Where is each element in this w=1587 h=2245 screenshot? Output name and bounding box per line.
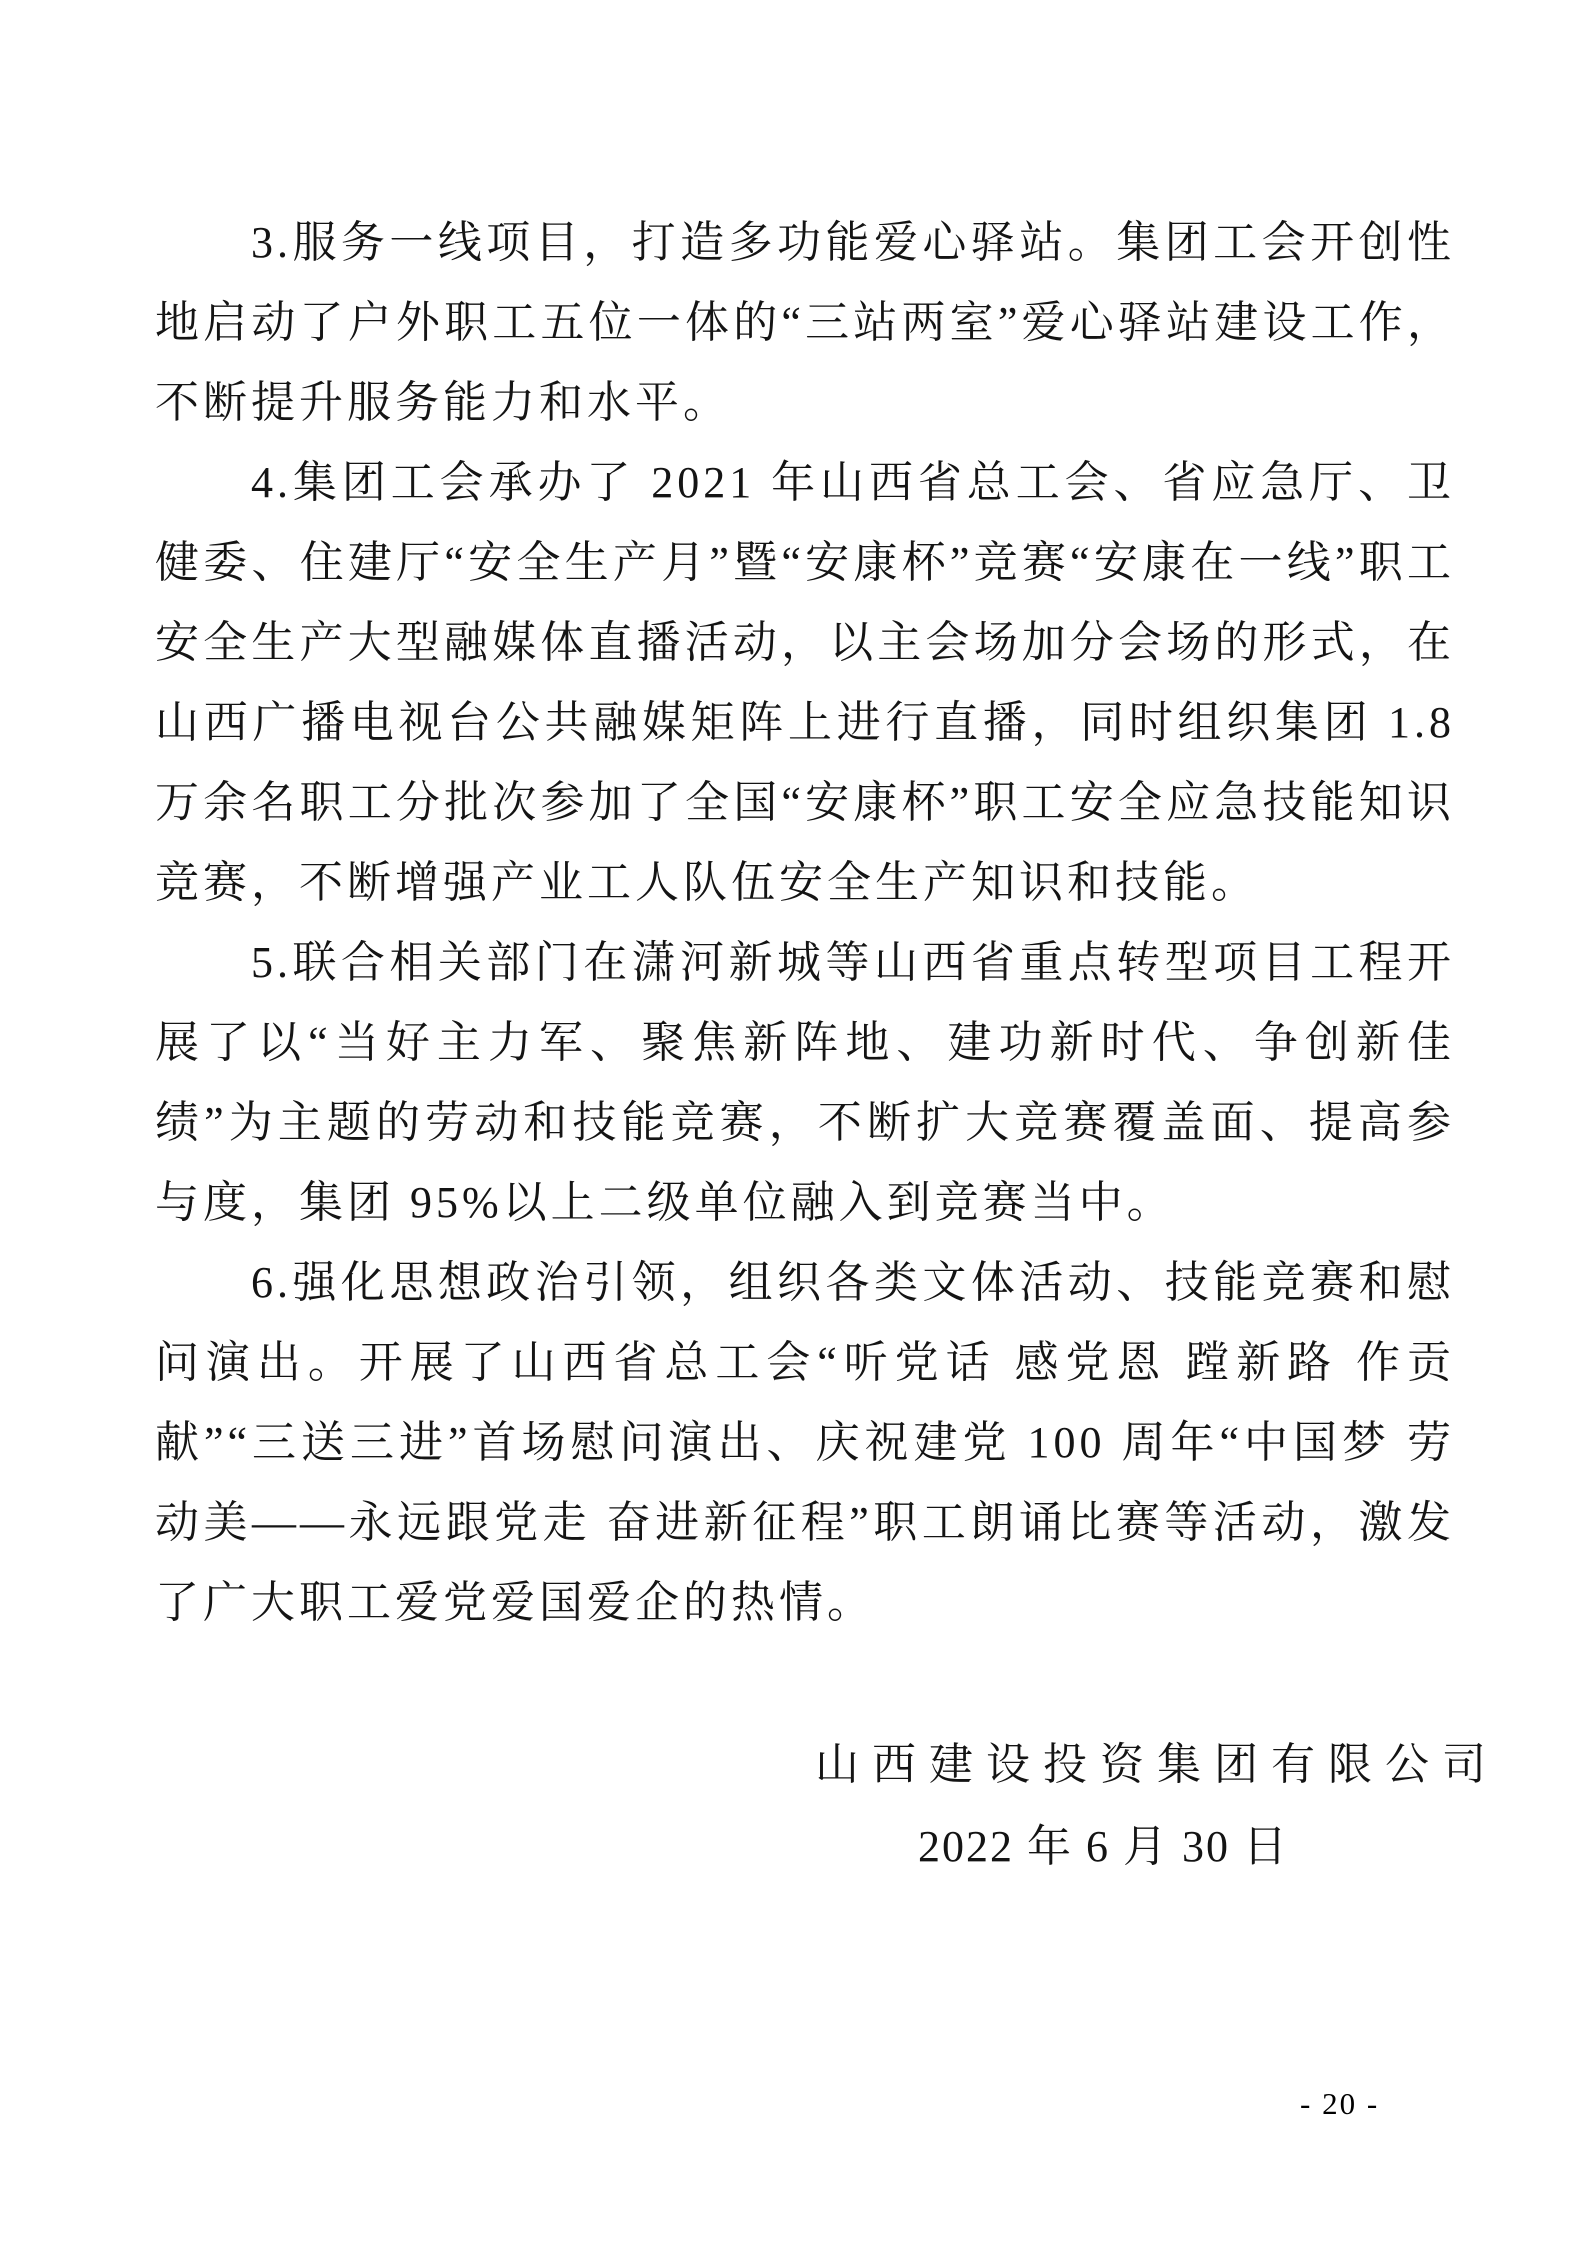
paragraph-item-3: 3.服务一线项目，打造多功能爱心驿站。集团工会开创性地启动了户外职工五位一体的“三站两室”爱心驿站建设工作，不断提升服务能力和水平。	[155, 218, 1455, 427]
signature-company: 山西建设投资集团有限公司	[815, 1740, 1499, 1789]
paragraph-item-5: 5.联合相关部门在潇河新城等山西省重点转型项目工程开展了以“当好主力军、聚焦新阵地、建功新时代、争创新佳绩”为主题的劳动和技能竞赛，不断扩大竞赛覆盖面、提高参与度，集团 95%以上二级单位融入到竞赛当中。	[155, 938, 1455, 1227]
signature-date: 2022 年 6 月 30 日	[918, 1822, 1289, 1871]
paragraph-item-4: 4.集团工会承办了 2021 年山西省总工会、省应急厅、卫健委、住建厅“安全生产月”暨“安康杯”竞赛“安康在一线”职工安全生产大型融媒体直播活动，以主会场加分会场的形式，在山西广播电视台公共融媒矩阵上进行直播，同时组织集团 1.8 万余名职工分批次参加了全国“安康杯”职工安全应急技能知识竞赛，不断增强产业工人队伍安全生产知识和技能。	[155, 458, 1455, 907]
paragraph-item-6: 6.强化思想政治引领，组织各类文体活动、技能竞赛和慰问演出。开展了山西省总工会“听党话 感党恩 蹚新路 作贡献”“三送三进”首场慰问演出、庆祝建党 100 周年“中国梦 劳动美——永远跟党走 奋进新征程”职工朗诵比赛等活动，激发了广大职工爱党爱国爱企的热情。	[155, 1258, 1455, 1627]
page-number: - 20 -	[1300, 2086, 1380, 2121]
document-body	[155, 203, 1455, 1643]
